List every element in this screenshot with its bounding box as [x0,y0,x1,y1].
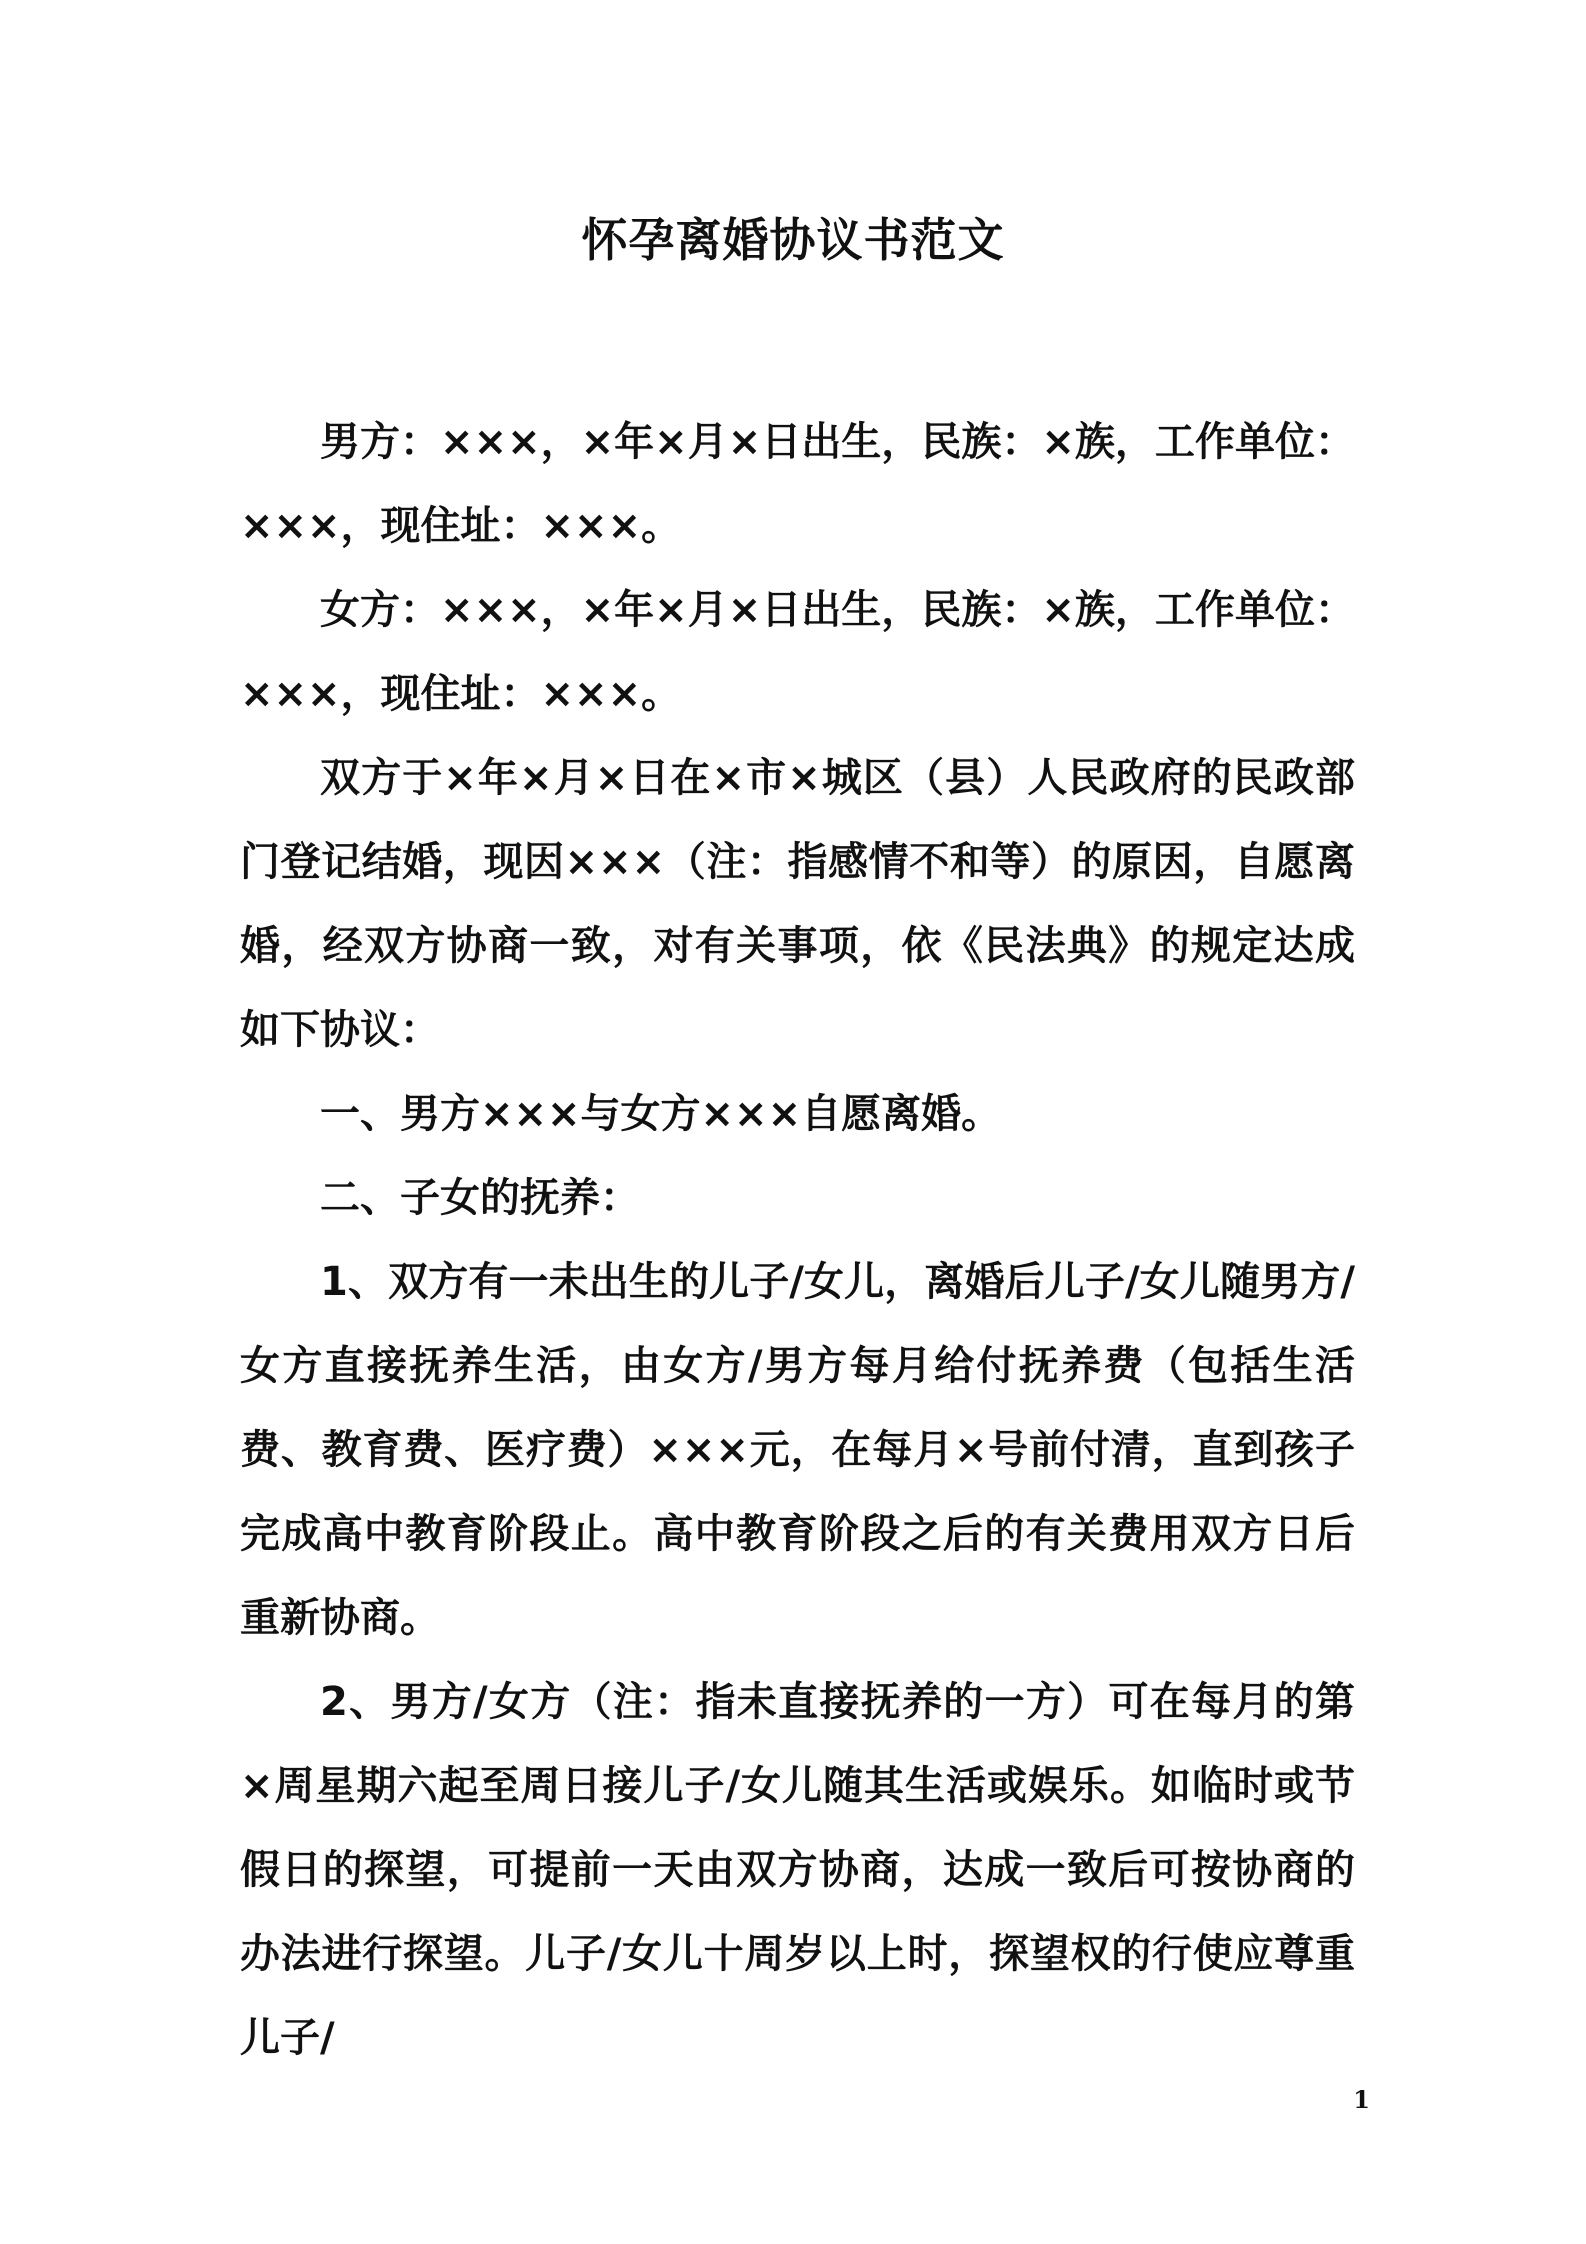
paragraph-visitation: 2、男方/女方（注：指未直接抚养的一方）可在每月的第×周星期六起至周日接儿子/女儿随其生活或娱乐。如临时或节假日的探望，可提前一天由双方协商，达成一致后可按协商的办法进行探望。儿子/女儿十周岁以上时，探望权的行使应尊重儿子/ [240,1679,1355,2061]
document-body [240,400,1355,2080]
paragraph-child-support: 1、双方有一未出生的儿子/女儿，离婚后儿子/女儿随男方/女方直接抚养生活，由女方/男方每月给付抚养费（包括生活费、教育费、医疗费）×××元，在每月×号前付清，直到孩子完成高中教育阶段止。高中教育阶段之后的有关费用双方日后重新协商。 [240,1259,1355,1641]
paragraph-female-party: 女方：×××，×年×月×日出生，民族：×族，工作单位：×××，现住址：×××。 [240,587,1355,717]
paragraph-clause-2-heading: 二、子女的抚养： [320,1175,640,1221]
paragraph-clause-1: 一、男方×××与女方×××自愿离婚。 [320,1091,1002,1137]
paragraph-male-party: 男方：×××，×年×月×日出生，民族：×族，工作单位：×××，现住址：×××。 [240,419,1355,549]
paragraph-marriage-background: 双方于×年×月×日在×市×城区（县）人民政府的民政部门登记结婚，现因×××（注：指感情不和等）的原因，自愿离婚，经双方协商一致，对有关事项，依《民法典》的规定达成如下协议： [240,755,1355,1053]
page-number: 1 [1353,2085,1370,2114]
document-title: 怀孕离婚协议书范文 [581,213,1005,267]
